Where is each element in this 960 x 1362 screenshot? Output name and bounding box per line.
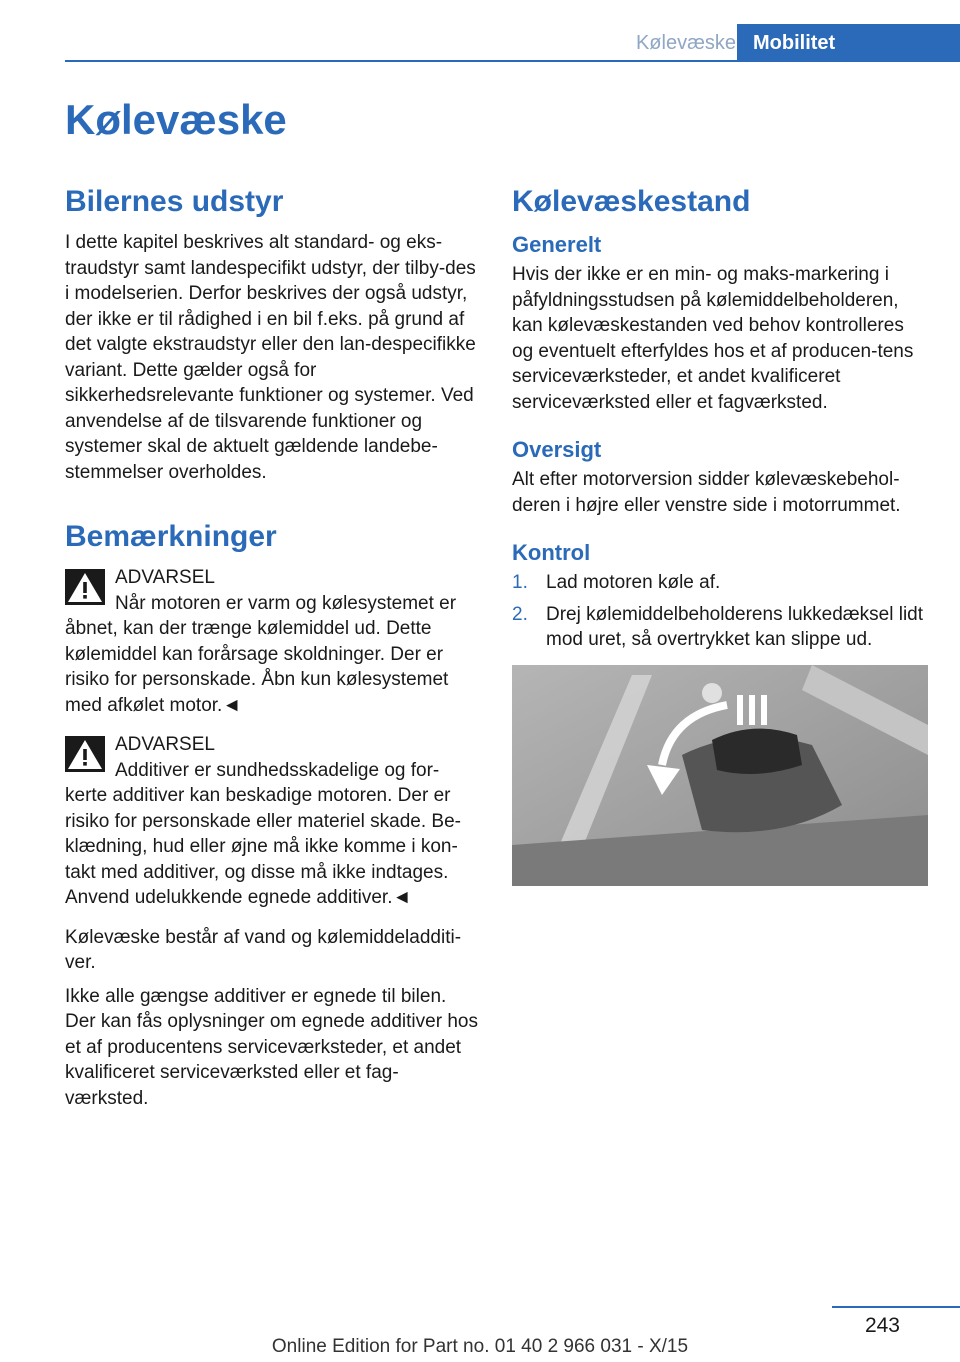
left-column — [65, 180, 478, 1111]
additives-paragraph: Ikke alle gængse additiver er egnede til bilen. Der kan fås oplysninger om egnede additiver hos et af producentens serviceværksteder, et andet kvalificeret serviceværksted eller et fag-værksted. — [65, 985, 478, 1109]
warning-triangle-icon — [65, 736, 105, 772]
warning-block-2 — [65, 732, 478, 911]
control-steps — [512, 570, 928, 653]
heading-bilernes-udstyr: Bilernes udstyr — [65, 185, 284, 218]
coolant-reservoir-photo — [512, 665, 928, 886]
warning-triangle-icon — [65, 569, 105, 605]
warning-text-1: Når motoren er varm og kølesystemet er åbnet, kan der trænge kølemiddel ud. Dette kølemiddel kan forårsage skoldninger. Der er risiko for personskade. Åbn kun kølesystemet med afkølet motor.◄ — [65, 592, 457, 716]
step-item: 2. Drej kølemiddelbeholderens lukkedæksel lidt mod uret, så overtrykket kan slippe ud. — [512, 603, 924, 650]
right-column — [512, 180, 928, 886]
step-item: 1. Lad motoren køle af. — [512, 572, 721, 593]
general-paragraph: Hvis der ikke er en min- og maks-markering i påfyldningsstudsen på kølemiddelbeholderen, kan kølevæskestanden ved behov kontrolleres og eventuelt efterfyldes hos et af producen-tens serviceværksteder, et andet kvalificeret serviceværksted eller et fagværksted. — [512, 264, 914, 413]
footer-rule — [832, 1306, 960, 1308]
header-section: Kølevæske — [635, 32, 736, 54]
coolant-composition-paragraph: Kølevæske består af vand og kølemiddeladditi-ver. — [65, 926, 462, 973]
intro-paragraph: I dette kapitel beskrives alt standard- og eks-traudstyr samt landespecifikt udstyr, der tilby-des i modelserien. Derfor beskrives der også udstyr, der ikke er til rådighed i en bil f.eks. på grund af det valgte ekstraudstyr eller den lan-despecifikke variant. Dette gælder også for sikkerhedsrelevante funktioner og systemer. Ved anvendelse af de tilsvarende funktioner og systemer skal de aktuelt gældende landebe-stemmelser overholdes. — [65, 232, 476, 483]
heading-bemaerkninger: Bemærkninger — [65, 520, 277, 553]
subheading-oversigt: Oversigt — [512, 437, 602, 462]
subheading-kontrol: Kontrol — [512, 540, 591, 565]
subheading-generelt: Generelt — [512, 232, 602, 257]
warning-label: ADVARSEL — [115, 567, 215, 588]
header-rule — [65, 60, 960, 62]
warning-text-2: Additiver er sundhedsskadelige og for-kerte additiver kan beskadige motoren. Der er risiko for personskade eller materiel skade. Be-klædning, hud eller øjne må ikke komme i kon-takt med additiver, og disse må ikke indtages. Anvend udelukkende egnede additiver.◄ — [65, 759, 462, 908]
heading-koelevaeskestand: Kølevæskestand — [512, 185, 751, 218]
page-title: Kølevæske — [65, 96, 287, 143]
header-chapter: Mobilitet — [737, 24, 960, 62]
page-number: 243 — [864, 1314, 900, 1337]
edition-footer: Online Edition for Part no. 01 40 2 966 031 - X/15 — [271, 1336, 689, 1357]
warning-block-1 — [65, 565, 478, 718]
warning-label: ADVARSEL — [115, 734, 215, 755]
overview-paragraph: Alt efter motorversion sidder kølevæskebehol-deren i højre eller venstre side i motorrummet. — [512, 469, 901, 516]
